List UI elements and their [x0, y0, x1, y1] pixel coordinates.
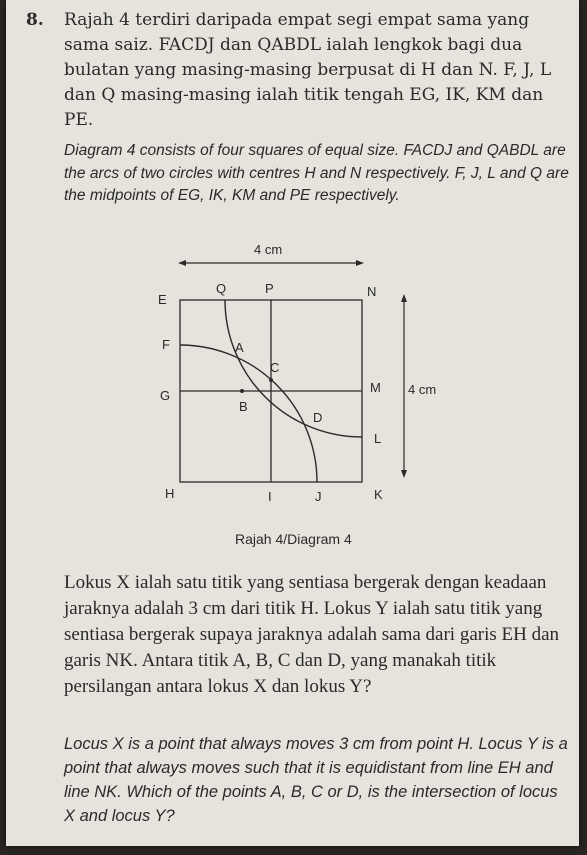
label-f: F [162, 337, 170, 352]
question-number: 8. [26, 10, 44, 30]
label-l: L [374, 431, 382, 446]
label-h: H [165, 486, 175, 501]
point-c-dot [269, 378, 273, 382]
label-g: G [160, 388, 171, 403]
label-c: C [270, 360, 280, 375]
diagram-caption: Rajah 4/Diagram 4 [235, 531, 352, 547]
label-n: N [367, 284, 377, 299]
label-p: P [265, 281, 274, 296]
question-paper [6, 0, 579, 846]
body-english: Locus X is a point that always moves 3 cm from point H. Locus Y is a point that always moves such that it is equidistant from line EH and line NK. Which of the points A, B, C or D, is the intersection of locus X and locus Y? [64, 735, 568, 825]
label-b: B [239, 399, 248, 414]
label-e: E [158, 292, 167, 307]
intro-malay: Rajah 4 terdiri daripada empat segi empat sama yang sama saiz. FACDJ dan QABDL ialah lengkok bagi dua bulatan yang masing-masing berpusat di H dan N. F, J, L dan Q masing-masing ialah titik tengah EG, IK, KM dan PE. [64, 10, 552, 130]
label-j: J [315, 489, 322, 504]
width-arrow-right-head [356, 260, 364, 266]
width-arrow-left-head [178, 260, 186, 266]
diagram-4 [6, 232, 579, 562]
arc-facdj [180, 345, 317, 482]
height-label: 4 cm [408, 382, 437, 397]
label-k: K [374, 487, 383, 502]
label-m: M [370, 380, 381, 395]
label-i: I [268, 489, 272, 504]
intro-english: Diagram 4 consists of four squares of equal size. FACDJ and QABDL are the arcs of two circles with centres H and N respectively. F, J, L and Q are the midpoints of EG, IK, KM and PE respectively. [64, 142, 569, 204]
label-d: D [313, 410, 323, 425]
height-arrow-top-head [401, 294, 407, 302]
arc-qabdl [225, 300, 362, 437]
point-b-dot [240, 389, 244, 393]
height-arrow-bottom-head [401, 470, 407, 478]
body-malay: Lokus X ialah satu titik yang sentiasa bergerak dengan keadaan jaraknya adalah 3 cm dari titik H. Lokus Y ialah satu titik yang sentiasa bergerak supaya jaraknya adalah sama dari garis EH dan garis NK. Antara titik A, B, C dan D, yang manakah titik persilangan antara lokus X dan lokus Y? [64, 572, 560, 697]
label-q: Q [216, 281, 227, 296]
label-a: A [235, 340, 244, 355]
width-label: 4 cm [254, 242, 283, 257]
